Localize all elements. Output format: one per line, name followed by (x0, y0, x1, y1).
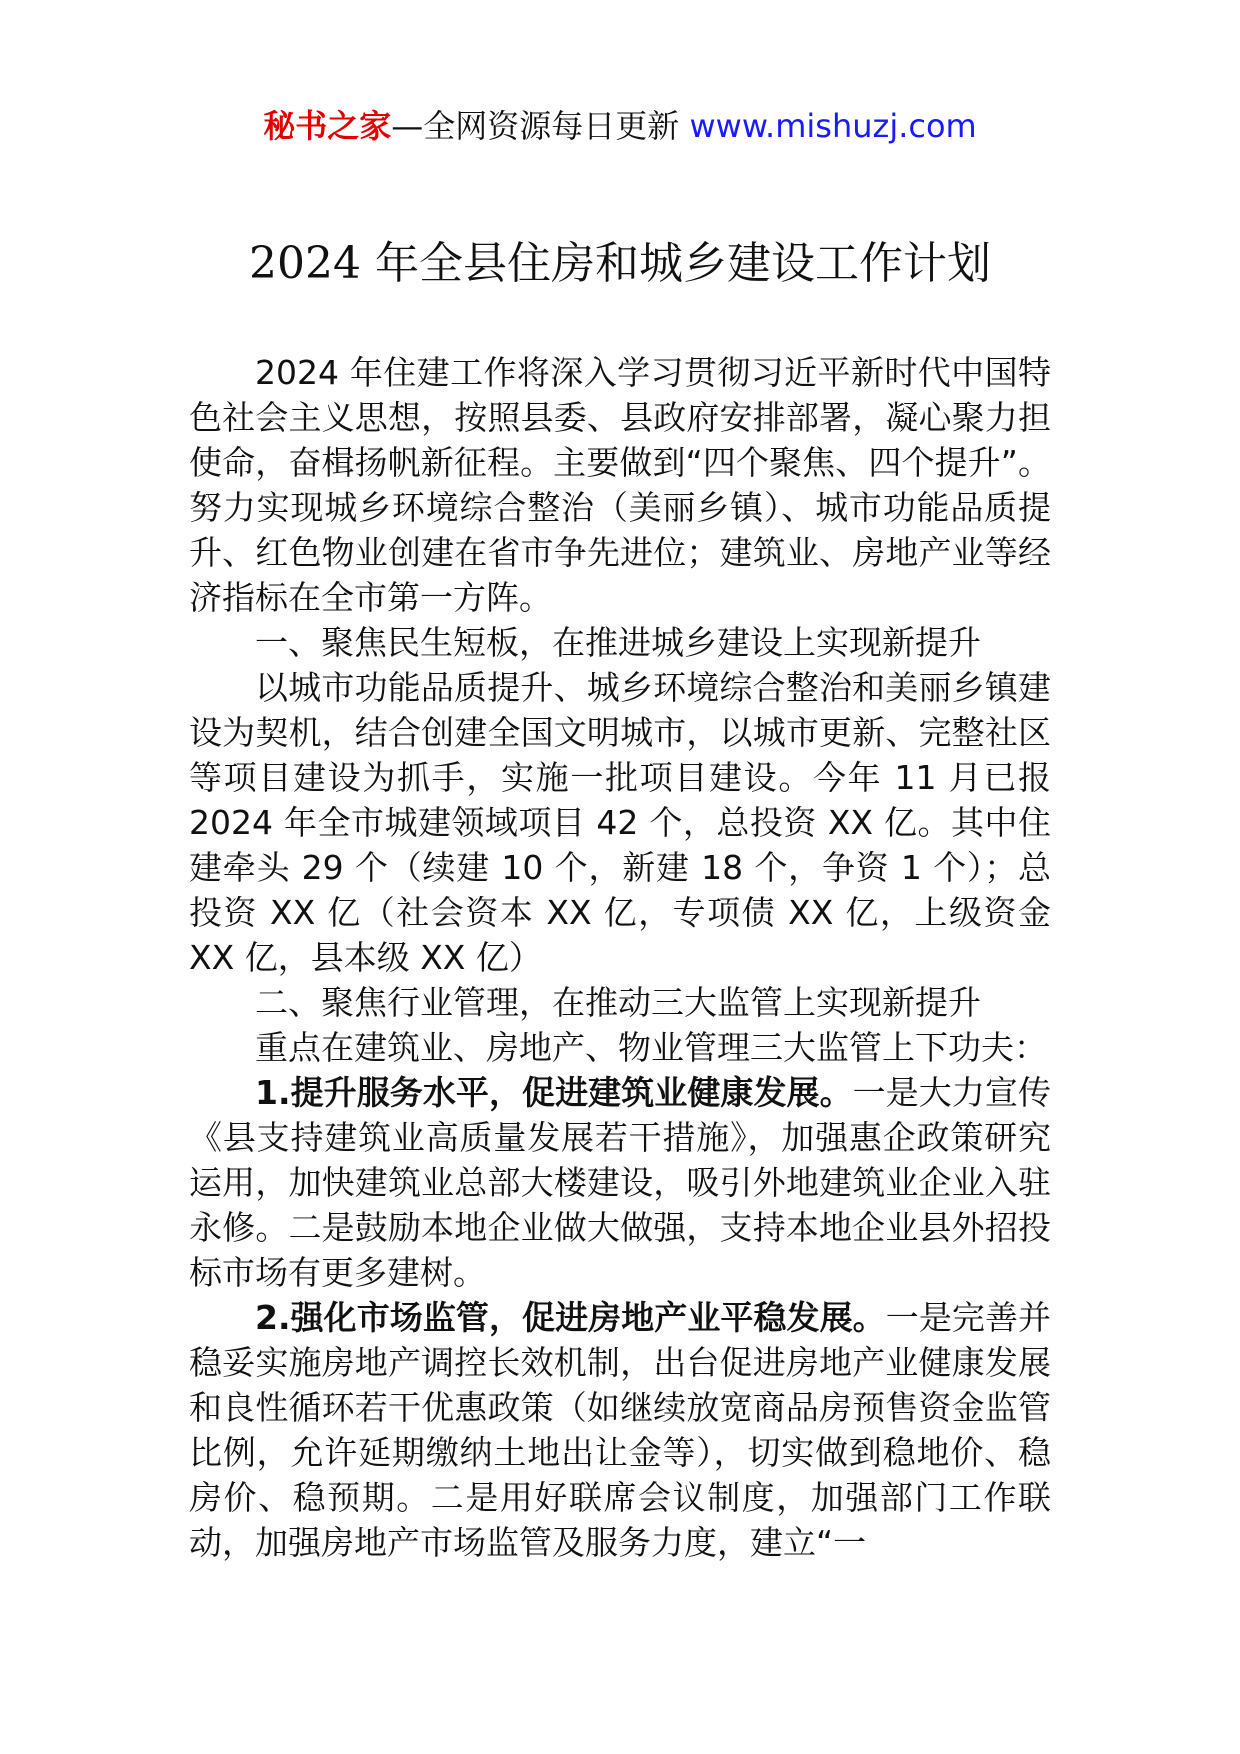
document-title: 2024 年全县住房和城乡建设工作计划 (249, 238, 991, 289)
site-banner (0, 104, 1240, 148)
banner-tagline: —全网资源每日更新 (391, 107, 690, 145)
item-2-text: 一是完善并稳妥实施房地产调控长效机制，出台促进房地产业健康发展和良性循环若干优惠政策（如继续放宽商品房预售资金监管比例，允许延期缴纳土地出让金等），切实做到稳地价、稳房价、稳预期。二是用好联席会议制度，加强部门工作联动，加强房地产市场监管及服务力度，建立“一 (189, 1298, 1052, 1562)
item-1-title: 1.提升服务水平，促进建筑业健康发展。 (255, 1073, 853, 1112)
brand-name: 秘书之家 (263, 107, 392, 145)
item-1-text: 一是大力宣传《县支持建筑业高质量发展若干措施》，加强惠企政策研究运用，加快建筑业总部大楼建设，吸引外地建筑业企业入驻永修。二是鼓励本地企业做大做强，支持本地企业县外招投标市场有更多建树。 (189, 1073, 1051, 1292)
item-1-paragraph (189, 1070, 1051, 1295)
document-body (189, 350, 1051, 1565)
site-url[interactable]: www.mishuzj.com (689, 107, 977, 145)
section-heading-1: 一、聚焦民生短板，在推进城乡建设上实现新提升 (255, 623, 981, 662)
section-2-intro: 重点在建筑业、房地产、物业管理三大监管上下功夫： (255, 1028, 1047, 1067)
section-1-paragraph: 以城市功能品质提升、城乡环境综合整治和美丽乡镇建设为契机，结合创建全国文明城市，以城市更新、完整社区等项目建设为抓手，实施一批项目建设。今年 11 月已报 2024 年全市城建领域项目 42 个，总投资 XX 亿。其中住建牵头 29 个（续建 10 个，新建 18 个，争资 1 个）；总投资 XX 亿（社会资本 XX 亿，专项债 XX 亿，上级资金 XX 亿，县本级 XX 亿） (189, 668, 1051, 977)
intro-paragraph: 2024 年住建工作将深入学习贯彻习近平新时代中国特色社会主义思想，按照县委、县政府安排部署，凝心聚力担使命，奋楫扬帆新征程。主要做到“四个聚焦、四个提升”。努力实现城乡环境综合整治（美丽乡镇）、城市功能品质提升、红色物业创建在省市争先进位；建筑业、房地产业等经济指标在全市第一方阵。 (189, 353, 1051, 617)
item-2-paragraph (189, 1295, 1051, 1565)
section-heading-2: 二、聚焦行业管理，在推动三大监管上实现新提升 (255, 983, 981, 1022)
item-2-title: 2.强化市场监管，促进房地产业平稳发展。 (255, 1298, 886, 1337)
